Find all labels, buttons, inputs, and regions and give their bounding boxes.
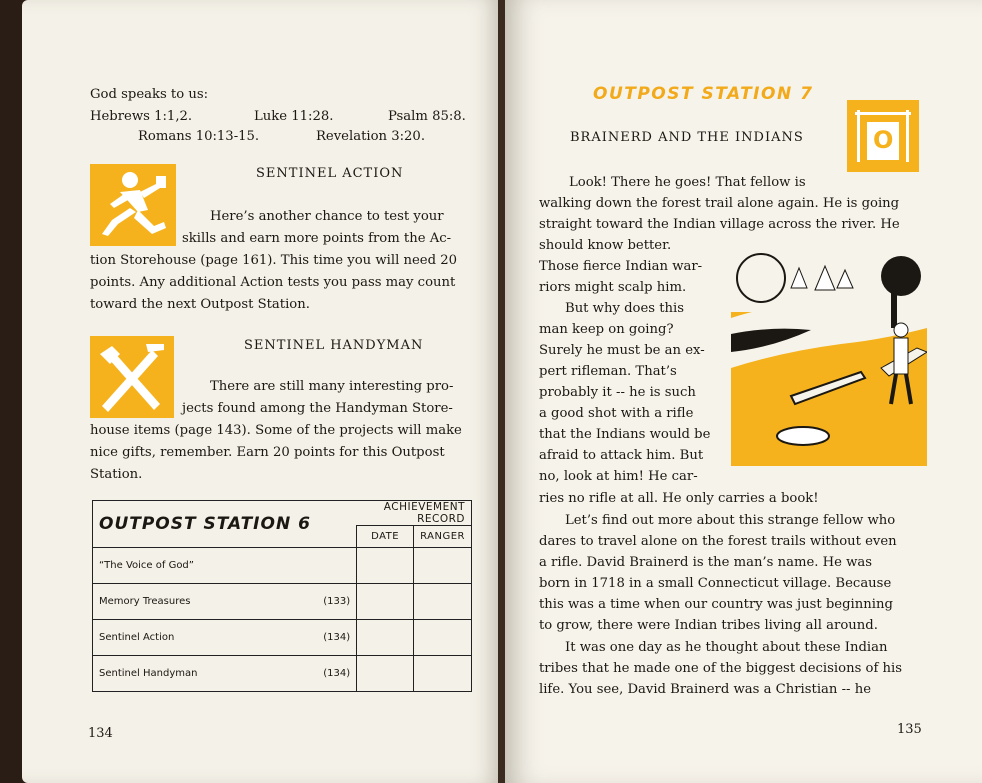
story-line: pert rifleman. That’s <box>539 364 677 379</box>
right-page <box>505 0 982 783</box>
story-line: no, look at him! He car- <box>539 469 698 484</box>
story-line: Surely he must be an ex- <box>539 343 705 358</box>
ref-revelation: Revelation 3:20. <box>316 129 426 144</box>
station-7-title: OUTPOST STATION 7 <box>593 84 814 104</box>
ranger-cell[interactable] <box>414 548 472 584</box>
story-line: ries no rifle at all. He only carries a book! <box>539 491 819 506</box>
action-line-4: points. Any additional Action tests you pass may count <box>90 275 456 290</box>
story-line: walking down the forest trail alone again. He is going <box>539 196 900 211</box>
handyman-line-4: nice gifts, remember. Earn 20 points for this Outpost <box>90 445 445 460</box>
left-page <box>22 0 502 783</box>
page-number-right: 135 <box>897 722 922 737</box>
record-row-label: Memory Treasures (133) <box>93 584 357 620</box>
handyman-line-1: There are still many interesting pro- <box>210 379 454 394</box>
story-heading: BRAINERD AND THE INDIANS <box>570 130 804 145</box>
story-line: afraid to attack him. But <box>539 448 704 463</box>
story-line: that the Indians would be <box>539 427 711 442</box>
table-row <box>93 584 472 620</box>
story-line: riors might scalp him. <box>539 280 687 295</box>
action-line-1: Here’s another chance to test your <box>210 209 444 224</box>
page-number-left: 134 <box>88 726 113 741</box>
ref-hebrews: Hebrews 1:1,2. <box>90 109 193 124</box>
record-row-label: Sentinel Handyman (134) <box>93 656 357 692</box>
date-column-header: DATE <box>357 526 414 548</box>
handyman-line-2: jects found among the Handyman Store- <box>182 401 453 416</box>
story-line: a good shot with a rifle <box>539 406 694 421</box>
story-line: to grow, there were Indian tribes living all around. <box>539 618 878 633</box>
achievement-label: ACHIEVEMENT RECORD <box>357 501 472 526</box>
date-cell[interactable] <box>357 656 414 692</box>
action-line-3: tion Storehouse (page 161). This time you will need 20 <box>90 253 458 268</box>
story-line: tribes that he made one of the biggest decisions of his <box>539 661 903 676</box>
achievement-record-table <box>92 500 472 692</box>
sentinel-action-heading: SENTINEL ACTION <box>256 166 404 181</box>
ref-romans: Romans 10:13-15. <box>138 129 260 144</box>
action-line-5: toward the next Outpost Station. <box>90 297 310 312</box>
badge-letter: O <box>873 126 894 154</box>
record-title: OUTPOST STATION 6 <box>93 501 357 548</box>
action-line-2: skills and earn more points from the Ac- <box>182 231 452 246</box>
running-boy-icon <box>90 164 176 246</box>
story-line: probably it -- he is such <box>539 385 696 400</box>
handyman-line-5: Station. <box>90 467 143 482</box>
hammer-saw-icon <box>90 336 174 418</box>
date-cell[interactable] <box>357 548 414 584</box>
outpost-badge-icon <box>847 100 919 172</box>
record-row-label: Sentinel Action (134) <box>93 620 357 656</box>
story-line: straight toward the Indian village across the river. He <box>539 217 900 232</box>
scripture-intro: God speaks to us: <box>90 87 209 102</box>
story-line: life. You see, David Brainerd was a Christian -- he <box>539 682 871 697</box>
date-cell[interactable] <box>357 620 414 656</box>
date-cell[interactable] <box>357 584 414 620</box>
brainerd-illustration <box>731 248 927 466</box>
sentinel-handyman-heading: SENTINEL HANDYMAN <box>244 338 424 353</box>
story-line: Those fierce Indian war- <box>539 259 703 274</box>
story-line: Look! There he goes! That fellow is <box>569 175 806 190</box>
ranger-cell[interactable] <box>414 620 472 656</box>
ranger-cell[interactable] <box>414 656 472 692</box>
ranger-column-header: RANGER <box>414 526 472 548</box>
story-line: this was a time when our country was just beginning <box>539 597 893 612</box>
table-row <box>93 620 472 656</box>
handyman-line-3: house items (page 143). Some of the projects will make <box>90 423 462 438</box>
story-line: should know better. <box>539 238 672 253</box>
ref-psalm: Psalm 85:8. <box>388 109 466 124</box>
story-line: Let’s find out more about this strange fellow who <box>565 513 896 528</box>
record-row-label: “The Voice of God” <box>93 548 357 584</box>
table-row <box>93 548 472 584</box>
table-row <box>93 656 472 692</box>
story-line: dares to travel alone on the forest trails without even <box>539 534 897 549</box>
story-line: But why does this <box>565 301 685 316</box>
ref-luke: Luke 11:28. <box>254 109 334 124</box>
story-line: It was one day as he thought about these Indian <box>565 640 888 655</box>
ranger-cell[interactable] <box>414 584 472 620</box>
story-line: man keep on going? <box>539 322 674 337</box>
story-line: born in 1718 in a small Connecticut village. Because <box>539 576 892 591</box>
story-line: a rifle. David Brainerd is the man’s name. He was <box>539 555 873 570</box>
